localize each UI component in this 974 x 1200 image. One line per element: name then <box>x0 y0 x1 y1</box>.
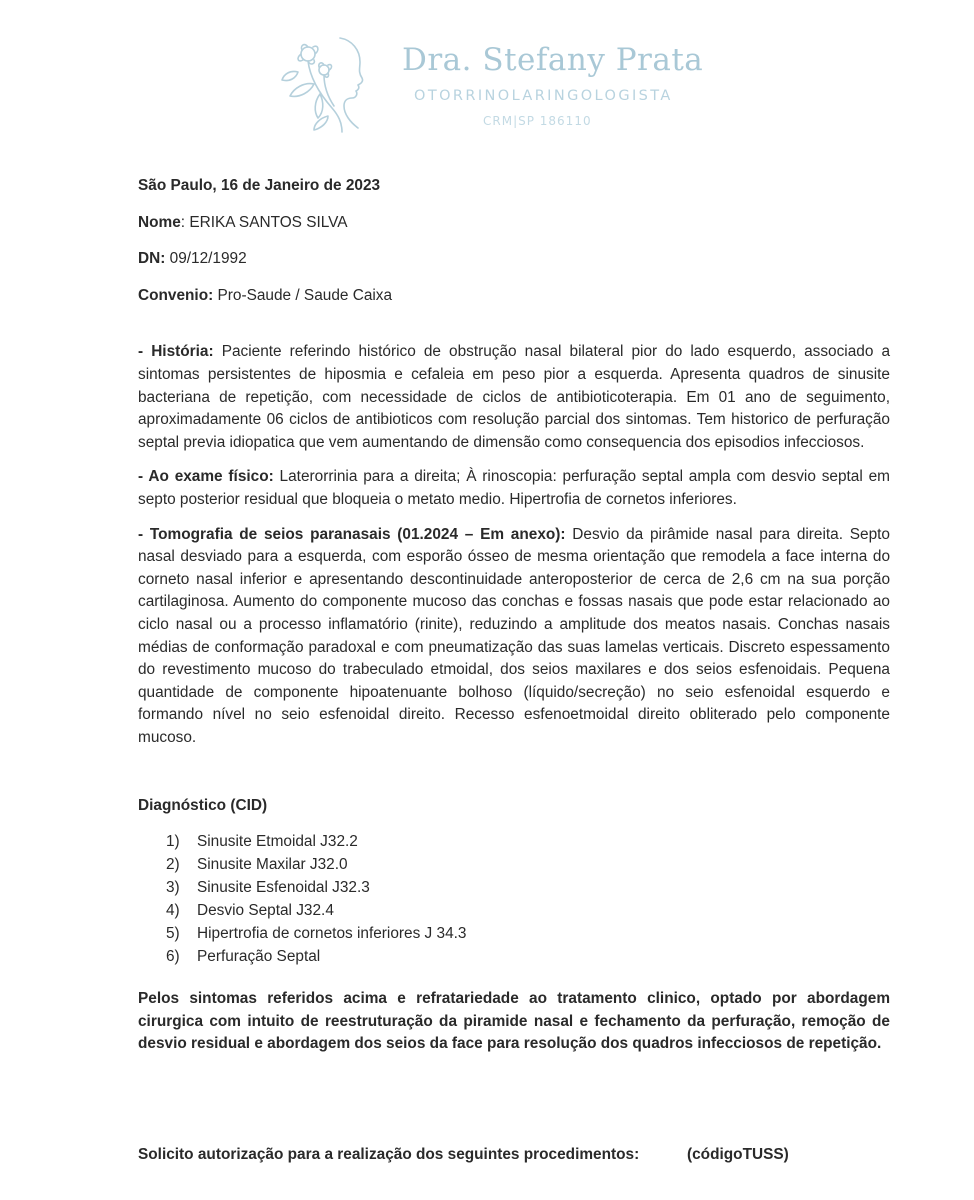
list-item <box>166 853 890 876</box>
doctor-name: Dra. Stefany Prata <box>402 42 704 78</box>
list-item-number: 6) <box>166 948 180 966</box>
list-item <box>166 830 890 853</box>
doctor-crm: CRM|SP 186110 <box>483 114 592 128</box>
historia-paragraph <box>138 341 890 454</box>
date-line: São Paulo, 16 de Janeiro de 2023 <box>138 177 381 194</box>
list-item-number: 1) <box>166 833 180 851</box>
solicitation-text: Solicito autorização para a realização dos seguintes procedimentos: <box>138 1146 640 1163</box>
list-item <box>166 899 890 922</box>
solicitation-line <box>138 1146 890 1164</box>
list-item-number: 2) <box>166 856 180 874</box>
list-item-text: Desvio Septal J32.4 <box>197 902 334 920</box>
list-item-text: Hipertrofia de cornetos inferiores J 34.3 <box>197 925 467 943</box>
list-item-number: 4) <box>166 902 180 920</box>
diagnostico-title: Diagnóstico (CID) <box>138 797 268 815</box>
tomografia-label: - Tomografia de seios paranasais (01.2024 – Em anexo): <box>138 525 566 543</box>
historia-text: Paciente referindo histórico de obstrução nasal bilateral pior do lado esquerdo, associado a sintomas persistentes de hiposmia e cefaleia em peso pior a esquerda. Apresenta quadros de sinusite bacteriana de repetição, com necessidade de ciclos de antibioticoterapia. Em 01 ano de seguimento, aproximadamente 06 ciclos de antibioticos com resolução parcial dos sintomas. Tem historico de perfuração septal previa idiopatica que vem aumentando de dimensão como consequencia dos episodios infecciosos. <box>138 343 890 451</box>
dn-line <box>138 248 890 271</box>
convenio-value: Pro-Saude / Saude Caixa <box>213 286 393 304</box>
list-item-text: Perfuração Septal <box>197 948 321 966</box>
list-item-text: Sinusite Etmoidal J32.2 <box>197 833 358 851</box>
diagnostico-list <box>138 830 890 968</box>
exame-paragraph <box>138 466 890 511</box>
flower-face-profile-logo <box>280 32 380 136</box>
convenio-label: Convenio: <box>138 286 214 304</box>
letterhead <box>280 28 704 138</box>
list-item-number: 3) <box>166 879 180 897</box>
historia-label: - História: <box>138 343 214 361</box>
convenio-line <box>138 285 890 308</box>
report-body <box>138 175 890 1056</box>
list-item-number: 5) <box>166 925 180 943</box>
conclusion-paragraph: Pelos sintomas referidos acima e refratariedade ao tratamento clinico, optado por abordagem cirurgica com intuito de reestruturação da piramide nasal e fechamento da perfuração, remoção de desvio residual e abordagem dos seios da face para resolução dos quadros infecciosos de repetição. <box>138 990 890 1053</box>
list-item-text: Sinusite Maxilar J32.0 <box>197 856 348 874</box>
doctor-specialty: OTORRINOLARINGOLOGISTA <box>414 88 673 104</box>
tuss-code-label: (códigoTUSS) <box>687 1146 789 1163</box>
name-value: : ERIKA SANTOS SILVA <box>180 213 348 231</box>
tomografia-text: Desvio da pirâmide nasal para direita. Septo nasal desviado para a esquerda, com esporão ósseo de mesma orientação que remodela a face interna do corneto nasal inferior e apresentando descontinuidade anteroposterior de cerca de 2,6 cm na sua porção cartilaginosa. Aumento do componente mucoso das conchas e fossas nasais que pode estar relacionado ao ciclo nasal ou a processo inflamatório (rinite), reduzindo a amplitude dos meatos nasais. Conchas nasais médias de conformação paradoxal e com pneumatização das suas lamelas verticais. Discreto espessamento do revestimento mucoso do trabeculado etmoidal, dos seios maxilares e dos seios esfenoidais. Pequena quantidade de componente hipoatenuante bolhoso (líquido/secreção) no seio esfenoidal esquerdo e formando nível no seio esfenoidal direito. Recesso esfenoetmoidal direito obliterado pelo componente mucoso. <box>138 525 890 746</box>
patient-info <box>138 175 890 307</box>
tomografia-paragraph <box>138 524 890 750</box>
name-line <box>138 212 890 235</box>
dn-value: 09/12/1992 <box>165 250 247 268</box>
name-label: Nome <box>138 213 181 231</box>
exame-label: - Ao exame físico: <box>138 468 274 486</box>
dn-label: DN: <box>138 250 166 268</box>
list-item <box>166 922 890 945</box>
exame-text: Laterorrinia para a direita; À rinoscopia: perfuração septal ampla com desvio septal em septo posterior residual que bloqueia o metato medio. Hipertrofia de cornetos inferiores. <box>138 468 890 508</box>
list-item <box>166 945 890 968</box>
list-item <box>166 876 890 899</box>
list-item-text: Sinusite Esfenoidal J32.3 <box>197 879 370 897</box>
